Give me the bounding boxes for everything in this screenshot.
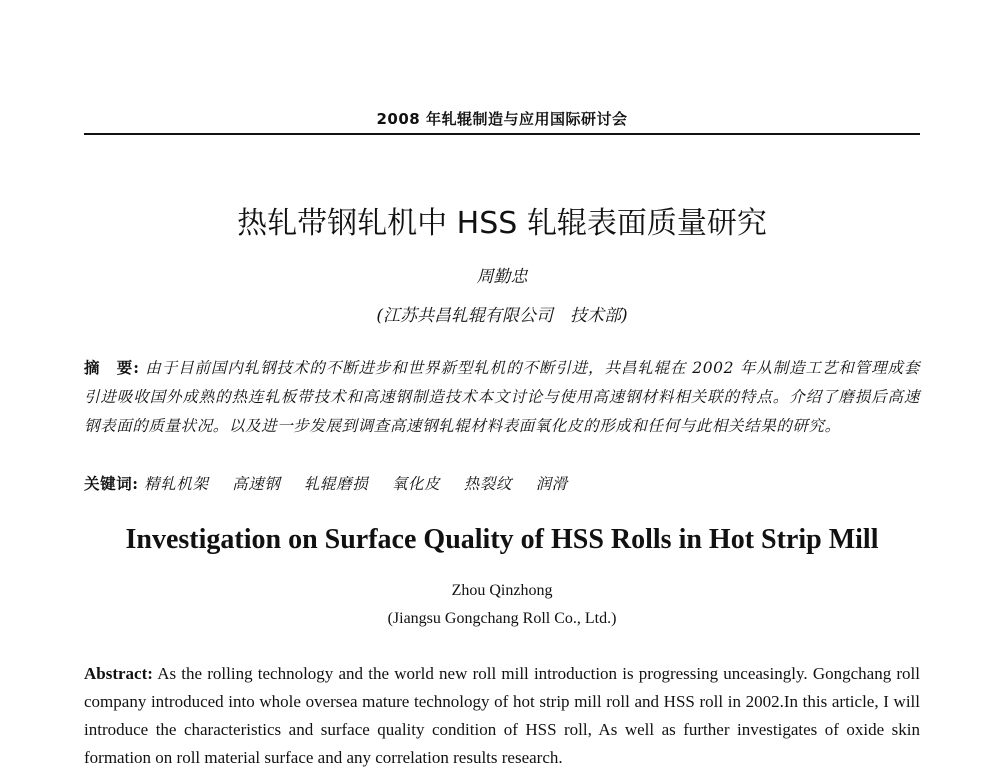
keyword: 润滑: [535, 475, 568, 493]
chinese-abstract: [84, 353, 920, 441]
chinese-keywords-label: 关键词:: [84, 474, 139, 493]
keyword: 精轧机架: [144, 475, 209, 493]
english-abstract-text: As the rolling technology and the world new roll mill introduction is progressing unceasingly. Gongchang roll company introduced into whole oversea mature technology of hot strip mill roll and HSS roll in 2002.In this article, I will introduce the characteristics and surface quality condition of HSS roll, As well as further investigates of oxide skin formation on roll material surface and any correlation results research.: [84, 664, 921, 767]
chinese-abstract-label: 摘 要:: [84, 358, 140, 377]
english-title: Investigation on Surface Quality of HSS Rolls in Hot Strip Mill: [125, 524, 879, 555]
keyword: 高速钢: [232, 475, 281, 493]
chinese-abstract-text: 由于目前国内轧钢技术的不断进步和世界新型轧机的不断引进，共昌轧辊在 2002 年从制造工艺和管理成套引进吸收国外成熟的热连轧板带技术和高速钢制造技术本文讨论与使用高速钢材料相关联的特点。介绍了磨损后高速钢表面的质量状况。以及进一步发展到调查高速钢轧辊材料表面氧化皮的形成和任何与此相关结果的研究。: [84, 359, 920, 435]
chinese-keywords: [84, 472, 920, 494]
chinese-title: 热轧带钢轧机中 HSS 轧辊表面质量研究: [237, 206, 767, 241]
english-author: Zhou Qinzhong: [451, 582, 553, 599]
header-rule: [84, 133, 920, 135]
conference-header: 2008 年轧辊制造与应用国际研讨会: [376, 110, 628, 128]
chinese-affiliation: (江苏共昌轧辊有限公司 技术部): [376, 306, 628, 326]
chinese-author: 周勤忠: [476, 267, 528, 287]
english-abstract-label: Abstract:: [84, 664, 153, 683]
keyword: 热裂纹: [463, 475, 513, 493]
keyword: 轧辊磨损: [303, 475, 369, 493]
english-abstract: [84, 660, 920, 772]
keyword: 氧化皮: [391, 475, 441, 493]
english-affiliation: (Jiangsu Gongchang Roll Co., Ltd.): [387, 610, 617, 627]
